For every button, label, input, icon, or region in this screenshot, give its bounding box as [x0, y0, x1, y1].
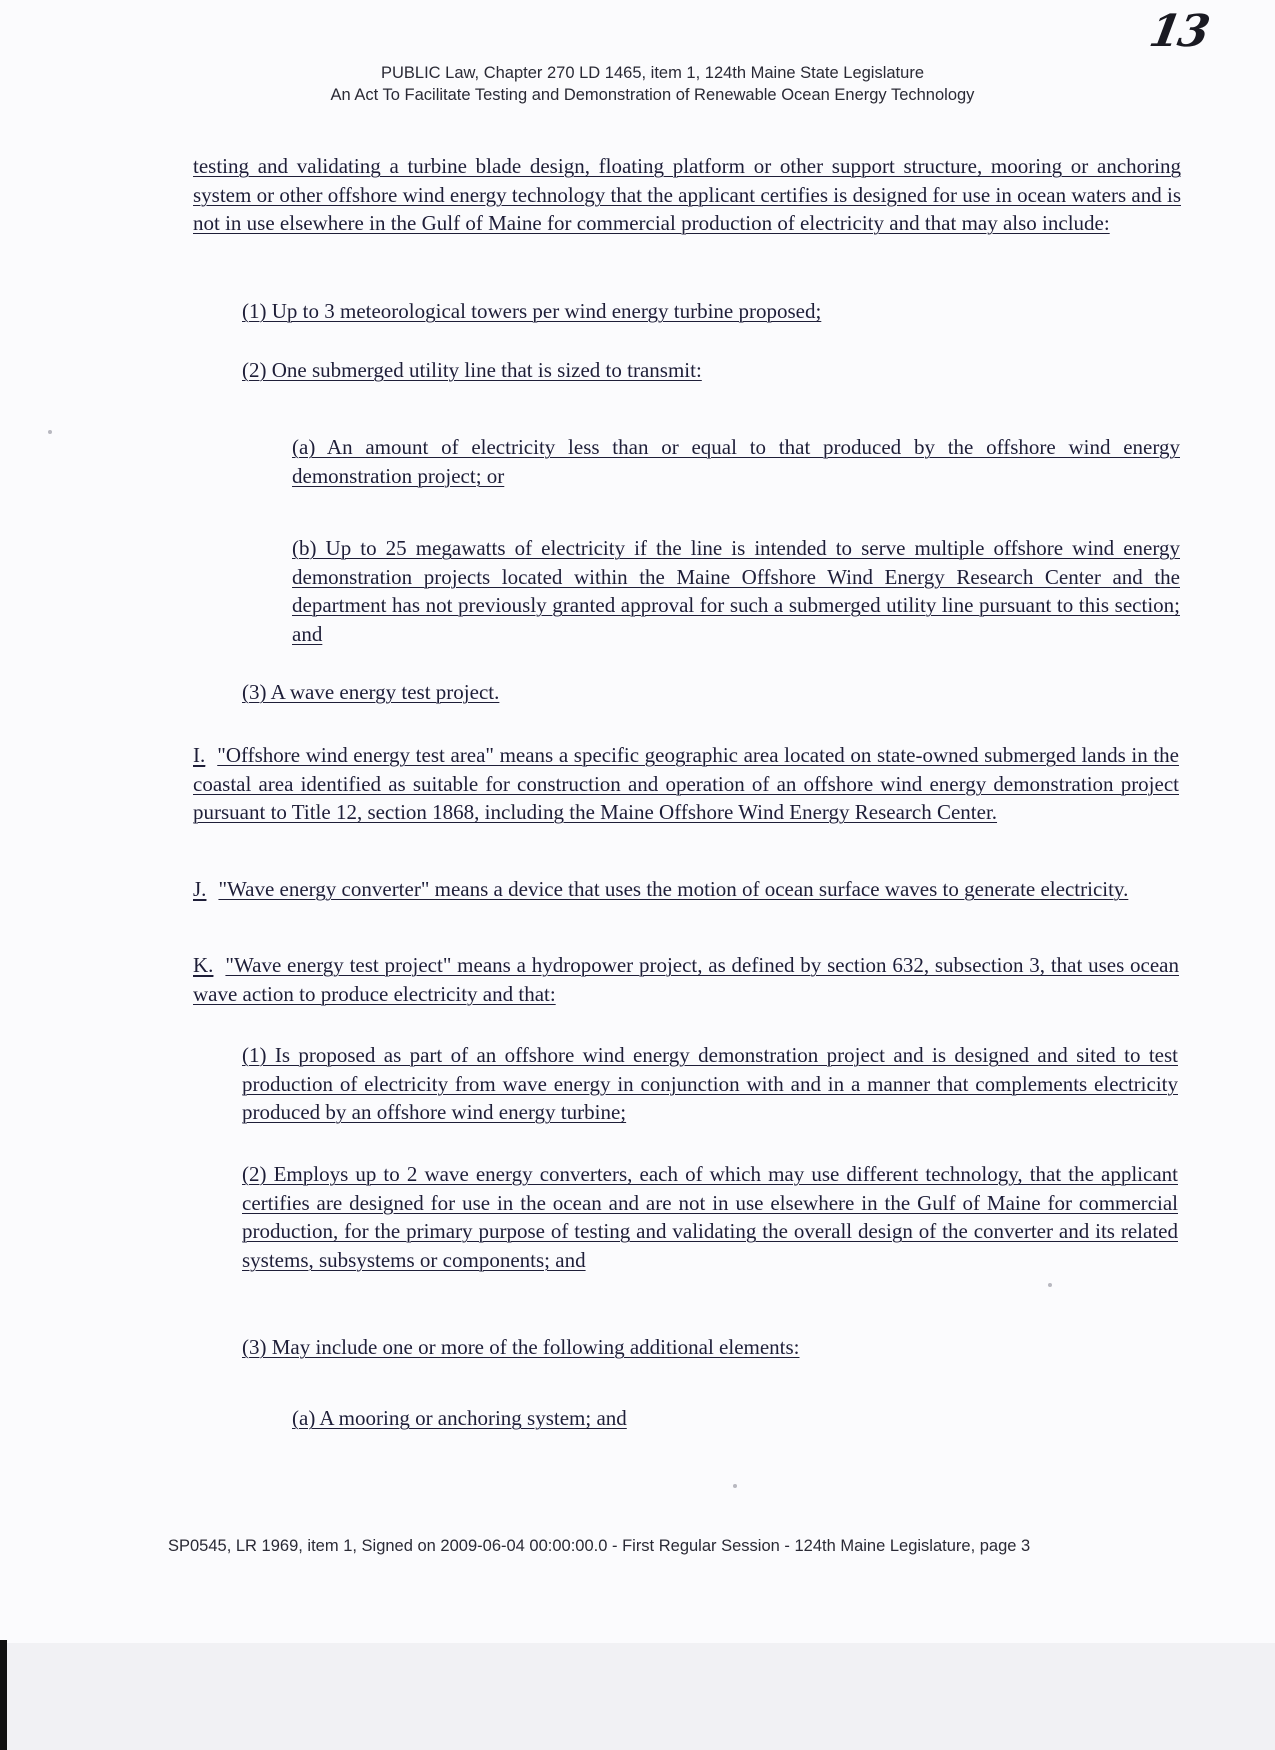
scan-shadow-band: [0, 1643, 1275, 1750]
k-item-3a: (a) A mooring or anchoring system; and: [292, 1406, 627, 1430]
definition-i-text: "Offshore wind energy test area" means a specific geographic area located on state-owned submerged lands in the coastal area identified as suitable for construction and operation of an offshore wind energy demonstration project pursuant to Title 12, section 1868, including the Maine Offshore Wind Energy Research Center.: [193, 743, 1179, 824]
item-1: (1) Up to 3 meteorological towers per wind energy turbine proposed;: [242, 299, 822, 323]
definition-j-label: J.: [193, 877, 207, 901]
header-line-law: PUBLIC Law, Chapter 270 LD 1465, item 1, 124th Maine State Legislature: [381, 64, 924, 82]
definition-k-text: "Wave energy test project" means a hydropower project, as defined by section 632, subsection 3, that uses ocean wave action to produce electricity and that:: [193, 953, 1179, 1006]
definition-k: [193, 951, 1179, 1008]
definition-i-label: I.: [193, 743, 206, 767]
scan-edge-mark: [0, 1640, 7, 1750]
intro-paragraph: testing and validating a turbine blade design, floating platform or other support structure, mooring or anchoring system or other offshore wind energy technology that the applicant certifies is designed for use in ocean waters and is not in use elsewhere in the Gulf of Maine for commercial production of electricity and that may also include:: [193, 154, 1181, 235]
definition-i: [193, 741, 1179, 827]
scan-speck: [1048, 1283, 1052, 1287]
header-line-title: An Act To Facilitate Testing and Demonstration of Renewable Ocean Energy Technology: [330, 86, 975, 104]
definition-j: [193, 875, 1179, 904]
item-3: (3) A wave energy test project.: [242, 680, 500, 704]
k-item-3: (3) May include one or more of the following additional elements:: [242, 1335, 800, 1359]
page-footer: SP0545, LR 1969, item 1, Signed on 2009-06-04 00:00:00.0 - First Regular Session - 124th Maine Legislature, page 3: [168, 1537, 1031, 1555]
k-item-2: (2) Employs up to 2 wave energy converters, each of which may use different technology, that the applicant certifies are designed for use in the ocean and are not in use elsewhere in the Gulf of Maine for commercial production, for the primary purpose of testing and validating the overall design of the converter and its related systems, subsystems or components; and: [242, 1162, 1178, 1272]
handwritten-page-number: 13: [1145, 6, 1212, 57]
definition-k-label: K.: [193, 953, 214, 977]
definition-j-text: "Wave energy converter" means a device that uses the motion of ocean surface waves to generate electricity.: [218, 877, 1129, 901]
item-2: (2) One submerged utility line that is sized to transmit:: [242, 358, 702, 382]
scan-speck: [733, 1484, 737, 1488]
k-item-1: (1) Is proposed as part of an offshore wind energy demonstration project and is designed and sited to test production of electricity from wave energy in conjunction with and in a manner that complements electricity produced by an offshore wind energy turbine;: [242, 1043, 1178, 1124]
document-header: [0, 62, 1275, 106]
item-2a: (a) An amount of electricity less than or equal to that produced by the offshore wind energy demonstration project; or: [292, 435, 1180, 488]
scan-speck: [48, 430, 52, 434]
item-2b: (b) Up to 25 megawatts of electricity if the line is intended to serve multiple offshore wind energy demonstration projects located within the Maine Offshore Wind Energy Research Center and the department has not previously granted approval for such a submerged utility line pursuant to this section; and: [292, 536, 1180, 646]
